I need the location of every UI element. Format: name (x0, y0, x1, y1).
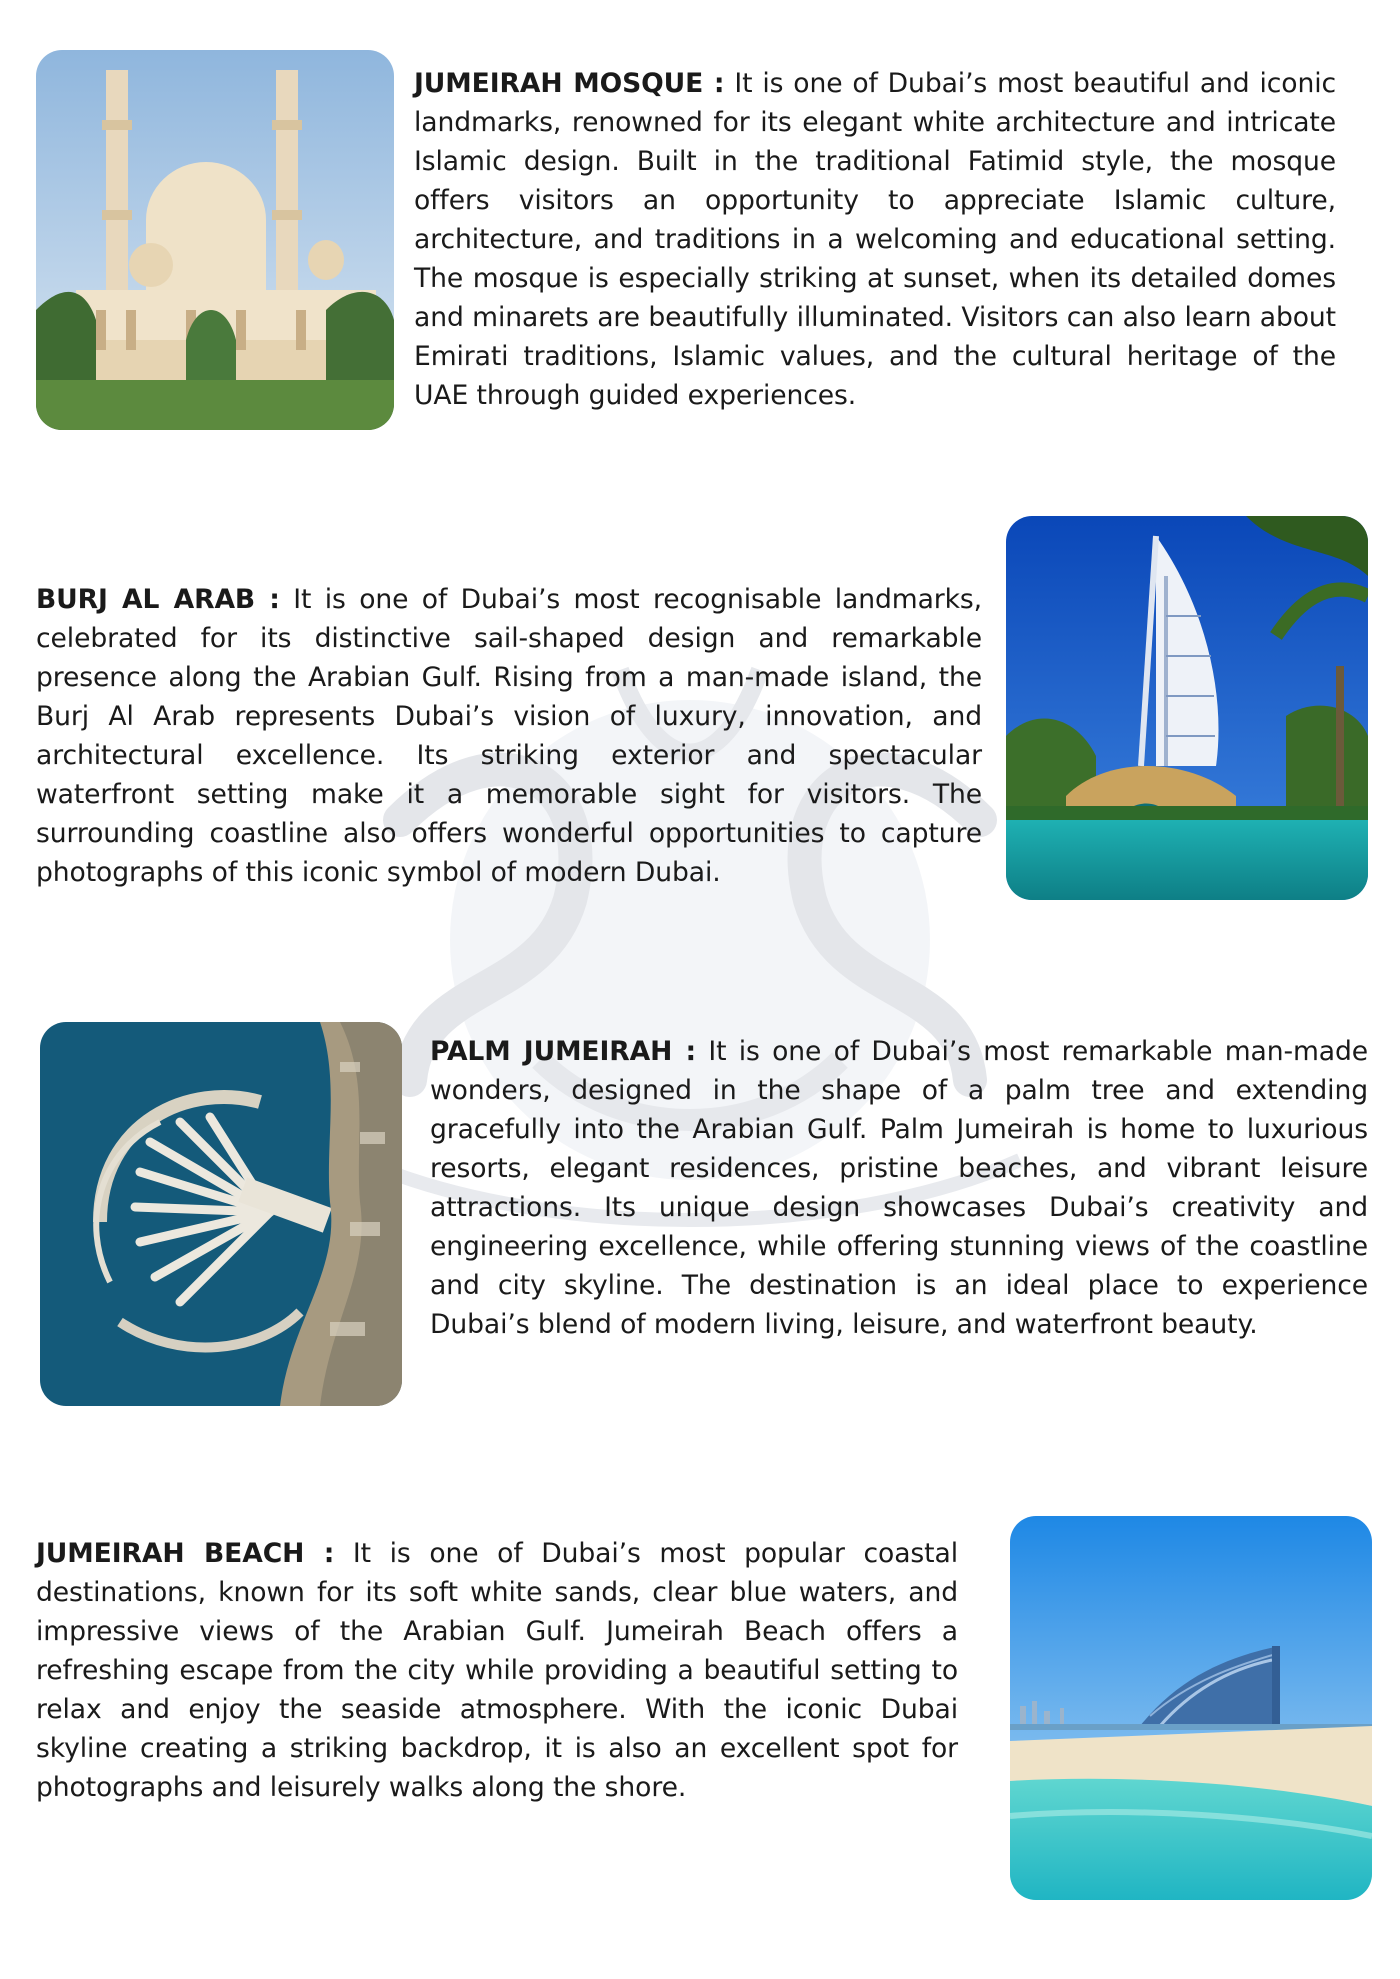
section-title: JUMEIRAH BEACH : (36, 1538, 335, 1569)
section-title: PALM JUMEIRAH : (430, 1036, 696, 1067)
section-body: It is one of Dubai’s most recognisable landmarks, celebrated for its distinctive sail-shaped design and remarkable presence along the Arabian Gulf. Rising from a man-made island, the Burj Al Arab represents Dubai’s vision of luxury, innovation, and architectural excellence. Its striking exterior and spectacular waterfront setting make it a memorable sight for visitors. The surrounding coastline also offers wonderful opportunities to capture photographs of this iconic symbol of modern Dubai. (36, 584, 983, 888)
section-title: BURJ AL ARAB : (36, 584, 280, 615)
section-title: JUMEIRAH MOSQUE : (414, 68, 725, 99)
section-palm-jumeirah (430, 1032, 1368, 1344)
section-body: It is one of Dubai’s most popular coastal destinations, known for its soft white sands, clear blue waters, and impressive views of the Arabian Gulf. Jumeirah Beach offers a refreshing escape from the city while providing a beautiful setting to relax and enjoy the seaside atmosphere. With the iconic Dubai skyline creating a striking backdrop, it is also an excellent spot for photographs and leisurely walks along the shore. (36, 1538, 958, 1803)
section-jumeirah-beach (36, 1534, 958, 1807)
section-body: It is one of Dubai’s most beautiful and iconic landmarks, renowned for its elegant white architecture and intricate Islamic design. Built in the traditional Fatimid style, the mosque offers visitors an opportunity to appreciate Islamic culture, architecture, and traditions in a welcoming and educational setting. The mosque is especially striking at sunset, when its detailed domes and minarets are beautifully illuminated. Visitors can also learn about Emirati traditions, Islamic values, and the cultural heritage of the UAE through guided experiences. (414, 68, 1337, 411)
section-body: It is one of Dubai’s most remarkable man-made wonders, designed in the shape of a palm tree and extending gracefully into the Arabian Gulf. Palm Jumeirah is home to luxurious resorts, elegant residences, pristine beaches, and vibrant leisure attractions. Its unique design showcases Dubai’s creativity and engineering excellence, while offering stunning views of the coastline and city skyline. The destination is an ideal place to experience Dubai’s blend of modern living, leisure, and waterfront beauty. (430, 1036, 1368, 1340)
palm-jumeirah-aerial-photo (40, 1022, 402, 1406)
jumeirah-beach-photo (1010, 1516, 1372, 1900)
burj-al-arab-photo (1006, 516, 1368, 900)
section-jumeirah-mosque (414, 64, 1336, 415)
section-burj-al-arab (36, 580, 982, 892)
jumeirah-mosque-photo (36, 50, 394, 430)
